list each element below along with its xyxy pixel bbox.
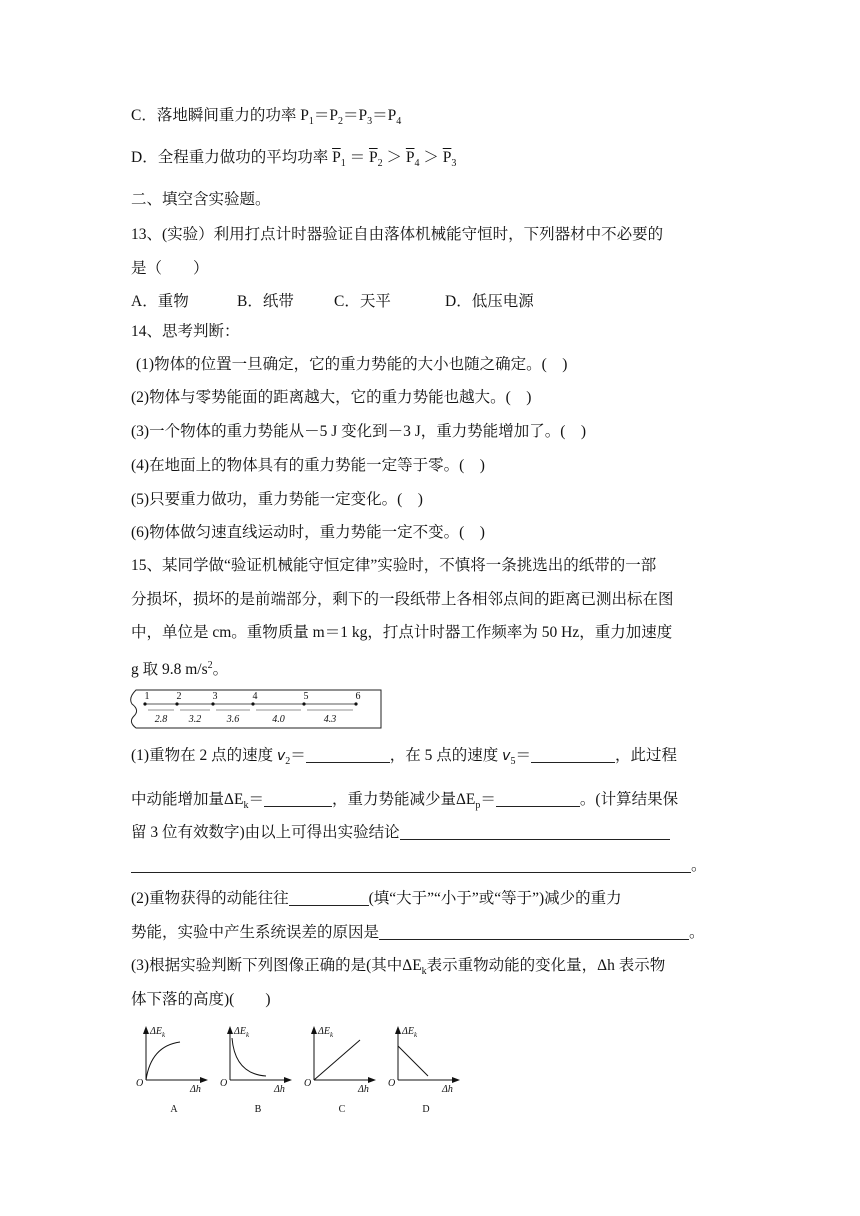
tape-point-label: 4 <box>252 691 258 702</box>
blank-compare[interactable] <box>289 889 369 906</box>
q14-item: (2)物体与零势能面的距离越大，它的重力势能也越大。( ) <box>131 389 532 406</box>
tape-point-label: 2 <box>176 691 182 702</box>
q14-item: (3)一个物体的重力势能从－5 J 变化到－3 J，重力势能增加了。( ) <box>131 423 587 440</box>
eq: ＝ <box>248 791 264 808</box>
q15-line <box>131 656 228 680</box>
graph-option-label: D <box>422 1104 430 1115</box>
sub2-line1 <box>131 889 622 909</box>
sub-2: 2 <box>377 158 383 170</box>
tape-distance-label: 3.2 <box>188 714 202 725</box>
sub: k <box>243 800 249 812</box>
p-bar: $\overline{P}$ <box>405 149 415 166</box>
tape-distance-label: 2.8 <box>154 714 168 725</box>
sub-1: 1 <box>308 116 314 128</box>
x-axis-label: Δh <box>442 1084 453 1095</box>
sub2-line2 <box>131 923 705 943</box>
tape-dot <box>302 702 305 705</box>
sub1-line4 <box>131 856 707 876</box>
eq: ＝ <box>480 791 496 808</box>
sub: 5 <box>510 756 516 768</box>
eq: ＝ <box>290 747 306 764</box>
q13-option-a: A．重物 <box>131 293 189 310</box>
v-symbol: v <box>276 748 286 764</box>
graph-curve <box>146 1042 180 1080</box>
q14-item: (1)物体的位置一旦确定，它的重力势能的大小也随之确定。( ) <box>136 356 568 373</box>
y-axis-sub: k <box>329 1031 334 1039</box>
y-axis-sub: k <box>161 1031 166 1039</box>
graph-a <box>136 1026 208 1115</box>
text: ，重力势能减少量ΔE <box>331 791 476 808</box>
text: 留 3 位有效数字)由以上可得出实验结论 <box>131 824 400 841</box>
y-axis-label: $\Delta E_k$ <box>150 1026 166 1039</box>
x-axis-label: Δh <box>190 1084 201 1095</box>
tape-point-label: 1 <box>144 691 150 702</box>
sub: 2 <box>285 756 291 768</box>
option-d-prefix: D．全程重力做功的平均功率 <box>131 149 333 166</box>
q15-sup: 2 <box>207 660 213 671</box>
q13-option-b: B．纸带 <box>237 293 294 310</box>
q14-item: (5)只要重力做功，重力势能一定变化。( ) <box>131 491 423 508</box>
sub3-line2: 体下落的高度)( ) <box>131 991 271 1008</box>
q15-line: 分损坏，损坏的是前端部分，剩下的一段纸带上各相邻点间的距离已测出标在图 <box>131 591 674 608</box>
sub1-line3 <box>131 823 670 843</box>
tape-distance-label: 3.6 <box>226 714 240 725</box>
text: (1)重物在 2 点的速度 <box>131 747 277 764</box>
graph-curve <box>398 1046 428 1076</box>
sub1-line1 <box>131 746 677 772</box>
sub: k <box>421 966 427 978</box>
text: 势能，实验中产生系统误差的原因是 <box>131 924 380 941</box>
q15-line: 中，单位是 cm。重物质量 m＝1 kg，打点计时器工作频率为 50 Hz，重力加速度 <box>131 624 673 641</box>
y-arrow <box>143 1026 149 1034</box>
x-arrow <box>200 1077 208 1083</box>
y-arrow <box>395 1026 401 1034</box>
text: (2)重物获得的动能往往 <box>131 890 289 907</box>
sub-2: 2 <box>337 116 343 128</box>
sub-3: 3 <box>451 158 457 170</box>
eq: ＝ <box>515 747 531 764</box>
y-arrow <box>227 1026 233 1034</box>
graph-curve <box>314 1040 360 1080</box>
tape-distance-label: 4.3 <box>323 714 337 725</box>
blank-conclusion-cont[interactable] <box>131 856 691 873</box>
tape-point-label: 6 <box>355 691 361 702</box>
sub: p <box>475 800 481 812</box>
text: 。 <box>689 924 705 941</box>
p-bar: $\overline{P}$ <box>442 149 452 166</box>
blank-dek[interactable] <box>264 790 332 807</box>
text: 。 <box>691 857 707 874</box>
x-axis-label: Δh <box>274 1084 285 1095</box>
section-title: 二、填空含实验题。 <box>131 191 271 208</box>
text: 。(计算结果保 <box>579 791 679 808</box>
origin-label: O <box>220 1078 228 1089</box>
sub1-line2 <box>131 790 678 816</box>
q14-title: 14、思考判断： <box>131 323 240 340</box>
tape-dot <box>354 702 357 705</box>
op: ＞ <box>382 149 406 166</box>
y-axis-sub: k <box>245 1031 250 1039</box>
text: (3)根据实验判断下列图像正确的是(其中ΔE <box>131 957 422 974</box>
q15-line: 15、某同学做“验证机械能守恒定律”实验时，不慎将一条挑选出的纸带的一部 <box>131 557 657 574</box>
q13-line1: 13、(实验）利用打点计时器验证自由落体机械能守恒时，下列器材中不必要的 <box>131 226 664 243</box>
expr-text: ＝P <box>313 107 338 124</box>
op: ＞ <box>419 149 443 166</box>
text: 中动能增加量ΔE <box>131 791 244 808</box>
graph-option-label: A <box>170 1104 178 1115</box>
option-c <box>131 106 401 132</box>
tape-dot <box>143 702 146 705</box>
q13-options <box>131 292 534 312</box>
tape-distance-label: 4.0 <box>272 714 285 725</box>
p-bar: $\overline{P}$ <box>368 149 378 166</box>
p-bar: $\overline{P}$ <box>332 149 341 166</box>
text: ，此过程 <box>614 747 677 764</box>
graph-b <box>220 1026 292 1115</box>
text: 表示重物动能的变化量，Δh 表示物 <box>426 957 666 974</box>
q14-item: (6)物体做匀速直线运动时，重力势能一定不变。( ) <box>131 524 485 541</box>
graph-option-label: C <box>338 1104 346 1115</box>
origin-label: O <box>136 1078 144 1089</box>
graph-option-label: B <box>254 1104 262 1115</box>
graph-options <box>128 1020 464 1116</box>
v-symbol: v <box>502 748 511 764</box>
q15-g-text: g 取 9.8 m/s <box>131 661 208 679</box>
text: (填“大于”“小于”或“等于”)减少的重力 <box>368 890 622 907</box>
expr-text: ＝P <box>342 107 368 124</box>
sub-1: 1 <box>340 158 346 170</box>
op: ＝ <box>345 149 369 166</box>
y-arrow <box>311 1026 317 1034</box>
q13-option-c: C．天平 <box>334 293 391 310</box>
blank-reason[interactable] <box>379 923 689 940</box>
blank-dep[interactable] <box>496 790 580 807</box>
tape-point-label: 3 <box>212 691 218 702</box>
y-axis-sub: k <box>413 1031 418 1039</box>
paper-tape-figure <box>128 688 386 732</box>
x-arrow <box>368 1077 376 1083</box>
sub3-line1 <box>131 956 665 982</box>
graph-d <box>388 1026 460 1115</box>
y-axis-label: $\Delta E_k$ <box>318 1026 334 1039</box>
x-axis-label: Δh <box>358 1084 369 1095</box>
graph-c <box>304 1026 376 1115</box>
blank-conclusion[interactable] <box>400 823 670 840</box>
sub-3: 3 <box>367 116 373 128</box>
graph-curve <box>232 1038 266 1076</box>
blank-v2[interactable] <box>306 746 390 763</box>
tape-dot <box>175 702 178 705</box>
x-arrow <box>284 1077 292 1083</box>
q13-line2: 是（ ） <box>131 260 209 277</box>
tape-dot <box>251 702 254 705</box>
blank-v5[interactable] <box>531 746 615 763</box>
tape-point-label: 5 <box>303 691 309 702</box>
q14-item: (4)在地面上的物体具有的重力势能一定等于零。( ) <box>131 457 485 474</box>
q15-end: 。 <box>212 661 229 679</box>
text: ，在 5 点的速度 <box>389 747 503 764</box>
origin-label: O <box>304 1078 312 1089</box>
y-axis-label: $\Delta E_k$ <box>234 1026 250 1039</box>
option-d <box>131 148 456 174</box>
option-c-prefix: C．落地瞬间重力的功率 P <box>131 107 309 124</box>
expr-text: ＝P <box>372 107 397 124</box>
y-axis-label: $\Delta E_k$ <box>402 1026 418 1039</box>
origin-label: O <box>388 1078 396 1089</box>
x-arrow <box>452 1077 460 1083</box>
sub-4: 4 <box>396 116 402 128</box>
q13-option-d: D．低压电源 <box>445 293 534 310</box>
sub-4: 4 <box>414 158 420 170</box>
tape-dot <box>211 702 214 705</box>
